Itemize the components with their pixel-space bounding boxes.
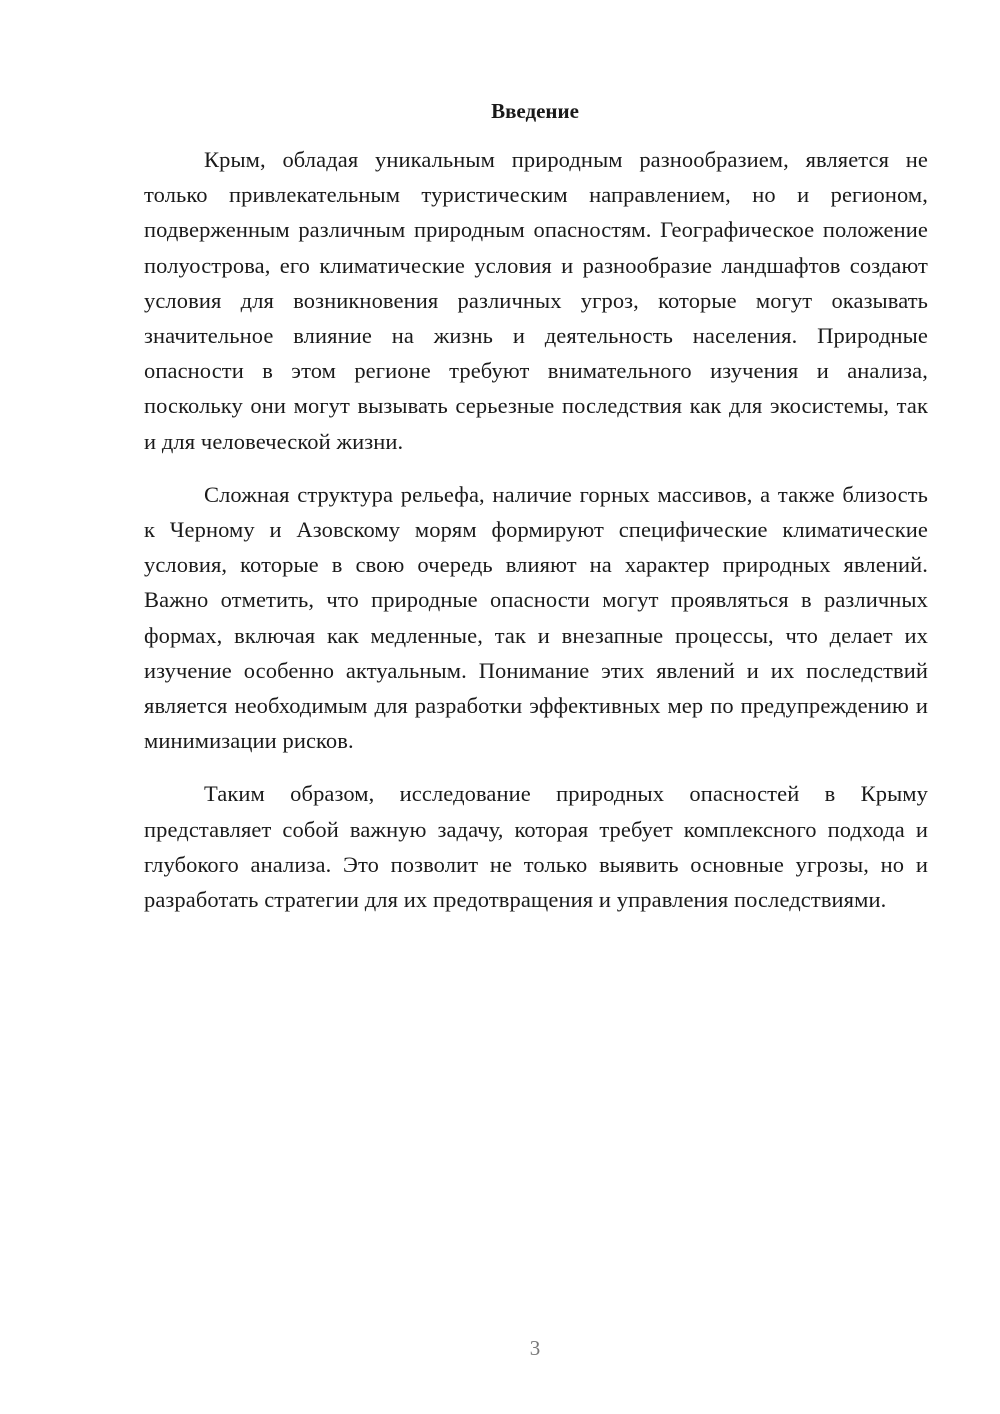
paragraph-3: Таким образом, исследование природных опасностей в Крыму представляет собой важную задачу, которая требует комплексного подхода и глубокого анализа. Это позволит не только выявить основные угрозы, но и разработать стратегии для их предотвращения и управления последствиями. bbox=[144, 781, 928, 913]
page-number: 3 bbox=[529, 1336, 541, 1360]
paragraph-1: Крым, обладая уникальным природным разнообразием, является не только привлекательным туристическим направлением, но и регионом, подверженным различным природным опасностям. Географическое положение полуострова, его климатические условия и разнообразие ландшафтов создают условия для возникновения различных угроз, которые могут оказывать значительное влияние на жизнь и деятельность населения. Природные опасности в этом регионе требуют внимательного изучения и анализа, поскольку они могут вызывать серьезные последствия как для экосистемы, так и для человеческой жизни. bbox=[144, 147, 928, 454]
paragraph-2: Сложная структура рельефа, наличие горных массивов, а также близость к Черному и Азовскому морям формируют специфические климатические условия, которые в свою очередь влияют на характер природных явлений. Важно отметить, что природные опасности могут проявляться в различных формах, включая как медленные, так и внезапные процессы, что делает их изучение особенно актуальным. Понимание этих явлений и их последствий является необходимым для разработки эффективных мер по предупреждению и минимизации рисков. bbox=[144, 481, 928, 754]
section-heading: Введение bbox=[491, 99, 579, 123]
document-body bbox=[144, 142, 928, 935]
